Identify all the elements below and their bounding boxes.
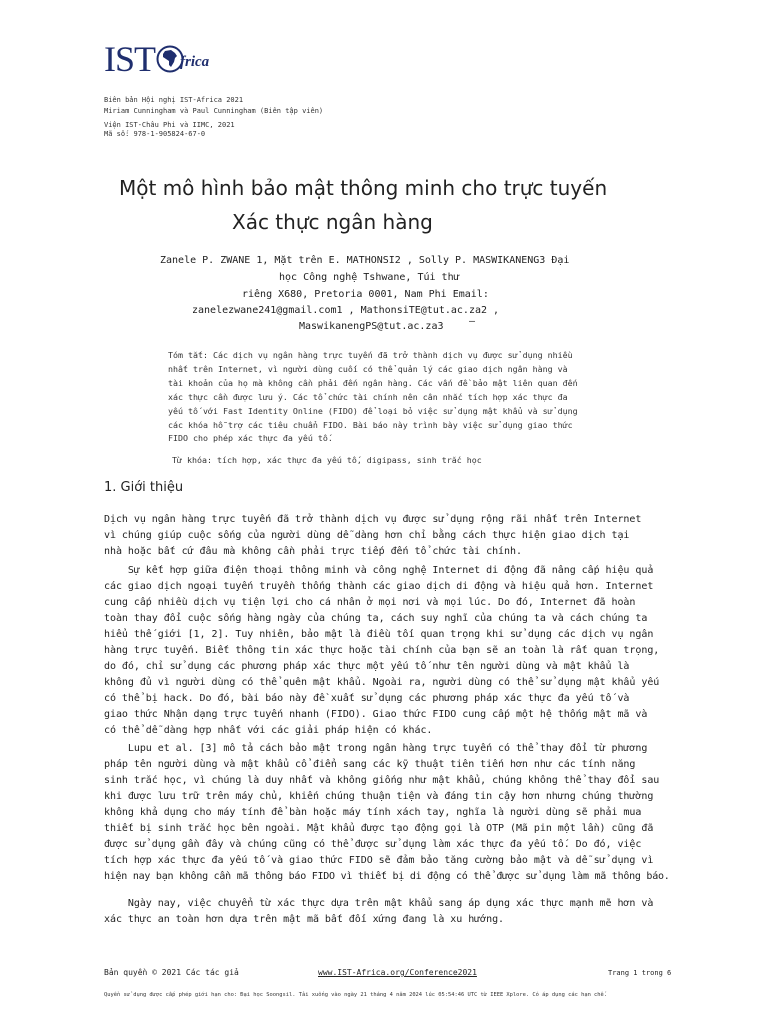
body-line: giao thức Nhận dạng trực tuyến nhanh (FIDO). Giao thức FIDO cung cấp một hệ thống mật mã và — [104, 709, 648, 720]
body-line: Ngày nay, việc chuyển từ xác thực dựa trên mật khẩu sang áp dụng xác thực mạnh mẽ hơn và — [104, 898, 654, 909]
body-line: do đó, chỉ sử dụng các phương pháp xác thực một yếu tố như tên người dùng và mật khẩu là — [104, 661, 630, 672]
authors-line-1: Zanele P. ZWANE 1, Mặt trên E. MATHONSI2 , Solly P. MASWIKANENG3 Đại — [160, 255, 570, 266]
footer-link[interactable] — [318, 968, 477, 977]
body-line: không khả dụng cho máy tính để bàn hoặc máy tính xách tay, nghĩa là người dùng sẽ phải mua — [104, 807, 642, 818]
meta-proceedings: Biên bản Hội nghị IST-Africa 2021 — [104, 96, 244, 104]
body-line: Dịch vụ ngân hàng trực tuyến đã trở thành dịch vụ được sử dụng rộng rãi nhất trên Internet — [104, 514, 642, 525]
paper-title-line-1: Một mô hình bảo mật thông minh cho trực tuyến — [119, 176, 608, 200]
abstract-line: Tóm tắt: Các dịch vụ ngân hàng trực tuyến đã trở thành dịch vụ được sử dụng nhiều — [168, 350, 573, 360]
ist-africa-logo — [104, 39, 210, 79]
body-line: pháp tên người dùng và mật khẩu cổ điển sang các kỹ thuật tiên tiến hơn như các tính năng — [104, 759, 636, 770]
body-line: có thể bị hack. Do đó, bài báo này đề xuất sử dụng các phương pháp xác thực đa yếu tố và — [104, 693, 630, 704]
footer-license: Quyền sử dụng được cấp phép giới hạn cho: Đại học Soongsil. Tải xuống vào ngày 21 tháng 4 năm 2024 lúc 05:54:46 UTC từ IEEE Xplore. Có áp dụng các hạn chế. — [104, 992, 608, 998]
abstract-line: các khóa hỗ trợ các tiêu chuẩn FIDO. Bài báo này trình bày việc sử dụng giao thức — [168, 420, 573, 430]
logo-africa-text: frica — [180, 53, 210, 70]
body-line: tích hợp xác thực đa yếu tố và giao thức FIDO sẽ đảm bảo tăng cường bảo mật và dễ sử dụng vì — [104, 855, 654, 866]
authors-line-4: zanelezwane241@gmail.com1 , MathonsiTE@tut.ac.za2 , — [192, 305, 500, 316]
meta-editors: Miriam Cunningham và Paul Cunningham (Biên tập viên) — [104, 107, 324, 115]
authors-line-3: riêng X680, Pretoria 0001, Nam Phi Email: — [242, 289, 489, 300]
body-line: có thể dễ dàng hợp nhất với các giải pháp hiện có khác. — [104, 725, 433, 736]
abstract-line: xác thực cần được lưu ý. Các tổ chức tài chính nên cân nhắc tích hợp xác thực đa — [168, 392, 568, 402]
body-line: khi được lưu trữ trên máy chủ, khiến chúng thuận tiện và đáng tin cậy hơn nhưng chúng thường — [104, 791, 654, 802]
abstract-line: yếu tố với Fast Identity Online (FIDO) để loại bỏ việc sử dụng mật khẩu và sử dụng — [168, 406, 578, 416]
footer-copyright: Bản quyền © 2021 Các tác giả — [104, 968, 239, 977]
body-line: các giao dịch ngoại tuyến truyền thống thành các giao dịch di động và hiệu quả hơn. Internet — [104, 581, 654, 592]
authors-mark: – — [469, 316, 476, 327]
abstract-line: tài khoản của họ mà không cần phải đến ngân hàng. Các vấn đề bảo mật liên quan đến — [168, 378, 578, 388]
meta-institute: Viện IST-Châu Phi và IIMC, 2021 — [104, 121, 235, 129]
body-line: xác thực an toàn hơn dựa trên mật mã bất đối xứng đang là xu hướng. — [104, 914, 505, 925]
authors-line-5: MaswikanengPS@tut.ac.za3 — [299, 321, 444, 332]
body-line: Lupu et al. [3] mô tả cách bảo mật trong ngân hàng trực tuyến có thể thay đổi từ phương — [104, 743, 648, 754]
body-line: hiện nay bạn không cần mã thông báo FIDO vì thiết bị di động có thể được sử dụng làm mã thông báo. — [104, 871, 670, 882]
body-line: sinh trắc học, vì chúng là duy nhất và không giống như mật khẩu, chúng không thể thay đổi sau — [104, 775, 660, 786]
body-line: cung cấp nhiều dịch vụ tiện lợi cho cá nhân ở mọi nơi và mọi lúc. Do đó, Internet đã hoàn — [104, 597, 636, 608]
paper-title-line-2: Xác thực ngân hàng — [232, 210, 433, 234]
body-line: vì chúng giúp cuộc sống của người dùng dễ dàng hơn chỉ bằng cách thực hiện giao dịch tại — [104, 530, 630, 541]
section-heading: 1. Giới thiệu — [104, 480, 184, 495]
authors-line-2: học Công nghệ Tshwane, Túi thư — [279, 272, 460, 283]
body-line: Sự kết hợp giữa điện thoại thông minh và công nghệ Internet di động đã nâng cấp hiệu quả — [104, 565, 654, 576]
body-line: toàn thay đổi cuộc sống hàng ngày của chúng ta, cách suy nghĩ của chúng ta và cách chúng ta — [104, 613, 648, 624]
abstract-line: nhất trên Internet, vì người dùng cuối có thể quản lý các giao dịch ngân hàng và — [168, 364, 568, 374]
body-line: không đủ vì người dùng có thể quên mật khẩu. Ngoài ra, người dùng có thể sử dụng mật khẩu yếu — [104, 677, 660, 688]
body-line: thiết bị sinh trắc học bên ngoài. Mật khẩu được tạo động gọi là OTP (Mã pin một lần) cũng đã — [104, 823, 654, 834]
meta-isbn: Mã số: 978-1-905824-67-0 — [104, 130, 206, 138]
body-line: hàng trực tuyến. Biết thông tin xác thực hoặc tài chính của bạn sẽ an toàn là rất quan trọng, — [104, 645, 660, 656]
footer-page-number: Trang 1 trong 6 — [608, 969, 672, 977]
abstract-line: FIDO cho phép xác thực đa yếu tố. — [168, 433, 333, 443]
body-line: nhà hoặc bất cứ đâu mà không cần phải trực tiếp đến tổ chức tài chính. — [104, 546, 522, 557]
logo-ist-text: IST — [104, 39, 155, 79]
conference-url-link[interactable]: www.IST-Africa.org/Conference2021 — [318, 968, 477, 977]
body-line: hiểu thế giới [1, 2]. Tuy nhiên, bảo mật là điều tối quan trọng khi sử dụng các dịch vụ ngân — [104, 629, 654, 640]
body-line: được sử dụng gần đây và chúng cũng có thể được sử dụng làm xác thực đa yếu tố. Do đó, việc — [104, 839, 642, 850]
keywords: Từ khóa: tích hợp, xác thực đa yếu tố, digipass, sinh trắc học — [172, 455, 482, 465]
